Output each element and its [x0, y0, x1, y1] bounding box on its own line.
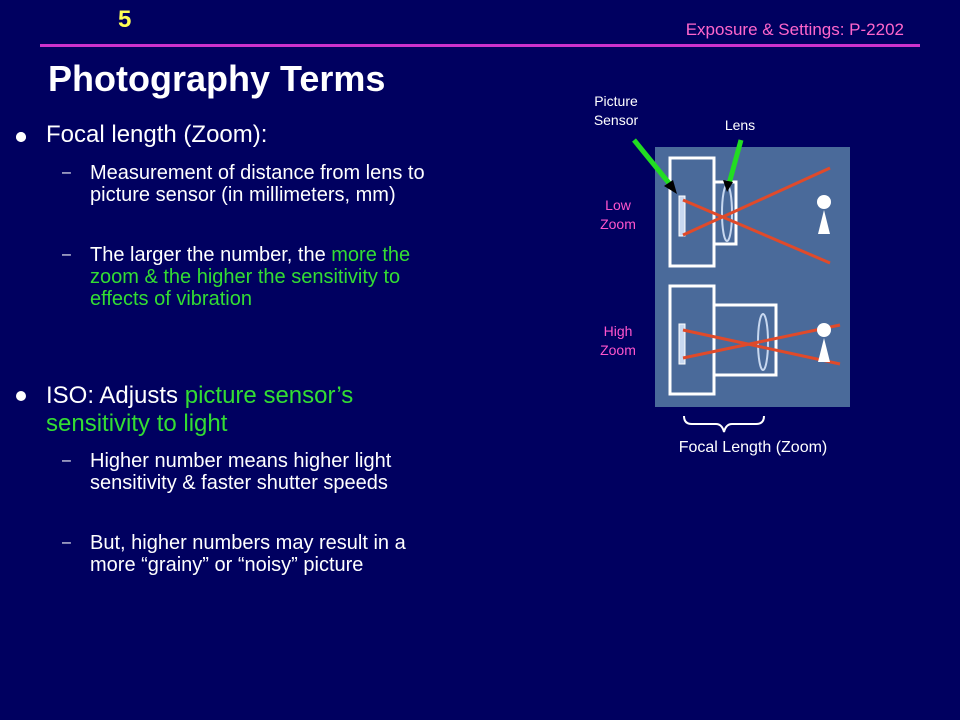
- low-zoom-subject-head: [817, 195, 831, 209]
- sub-bullet-text: Measurement of distance from lens to picture sensor (in millimeters, mm): [90, 162, 425, 206]
- sub-bullet: [62, 450, 448, 494]
- bullet-highlight: picture sensor’s sensitivity to light: [46, 382, 354, 437]
- picture-sensor-label-line1: Picture: [594, 93, 638, 109]
- dash-marker: –: [62, 452, 71, 469]
- low-zoom-subject-body: [818, 210, 830, 234]
- low-zoom-label: [588, 196, 648, 234]
- picture-sensor-arrow-head: [664, 180, 677, 194]
- high-zoom-lens: [758, 314, 768, 370]
- high-zoom-ray: [683, 325, 840, 358]
- bullet-dot: [16, 391, 26, 401]
- high-zoom-subject-body: [818, 338, 830, 362]
- low-zoom-lens: [722, 185, 732, 241]
- bullet-plain: ISO: Adjusts: [46, 382, 185, 409]
- sub-bullet: [62, 532, 448, 576]
- focal-length-label: Focal Length (Zoom): [678, 439, 828, 456]
- dash-marker: –: [62, 164, 71, 181]
- low-zoom-ray: [683, 200, 830, 263]
- sub-bullet: [62, 162, 448, 206]
- high-zoom-ray: [683, 330, 840, 364]
- high-zoom-subject-head: [817, 323, 831, 337]
- picture-sensor-arrow: [634, 140, 673, 188]
- low-zoom-camera-body: [670, 158, 714, 266]
- sub-bullet-highlight: more the zoom & the higher the sensitivity to effects of vibration: [90, 244, 411, 310]
- sub-bullet-plain: The larger the number, the: [90, 244, 332, 266]
- bullet-iso: [46, 382, 446, 438]
- bullet-focal-length: [46, 122, 466, 148]
- low-zoom-lens-barrel: [714, 182, 736, 244]
- bullet-dot: [16, 132, 26, 142]
- high-zoom-label-line1: High: [603, 323, 633, 339]
- picture-sensor-label-line2: Sensor: [593, 112, 639, 128]
- header-title: Exposure & Settings: P-2202: [685, 20, 904, 39]
- high-zoom-label: [588, 322, 648, 360]
- lens-arrow: [729, 140, 741, 184]
- bullet-text: Focal length (Zoom):: [46, 121, 268, 148]
- high-zoom-sensor: [679, 324, 685, 364]
- sub-bullet: [62, 244, 448, 310]
- high-zoom-label-line2: Zoom: [600, 342, 636, 358]
- dash-marker: –: [62, 246, 71, 263]
- lens-label: Lens: [724, 117, 756, 133]
- low-zoom-label-line2: Zoom: [600, 216, 636, 232]
- dash-marker: –: [62, 534, 71, 551]
- page-title: Photography Terms: [48, 58, 386, 99]
- sub-bullet-text: [90, 244, 448, 310]
- slide-number: 5: [118, 6, 132, 33]
- lens-arrow-head: [723, 180, 733, 192]
- sub-bullet-text: But, higher numbers may result in a more “grainy” or “noisy” picture: [90, 532, 406, 576]
- picture-sensor-label: [580, 92, 652, 130]
- sub-bullet-text: Higher number means higher light sensitivity & faster shutter speeds: [90, 450, 392, 494]
- bullet-text: [46, 382, 446, 438]
- diagram-panel: [655, 147, 850, 407]
- low-zoom-ray: [683, 168, 830, 235]
- low-zoom-label-line1: Low: [605, 197, 631, 213]
- low-zoom-sensor: [679, 196, 685, 236]
- high-zoom-lens-barrel: [714, 305, 776, 375]
- focal-length-brace: [684, 416, 764, 432]
- header-divider: [40, 44, 920, 47]
- high-zoom-camera-body: [670, 286, 714, 394]
